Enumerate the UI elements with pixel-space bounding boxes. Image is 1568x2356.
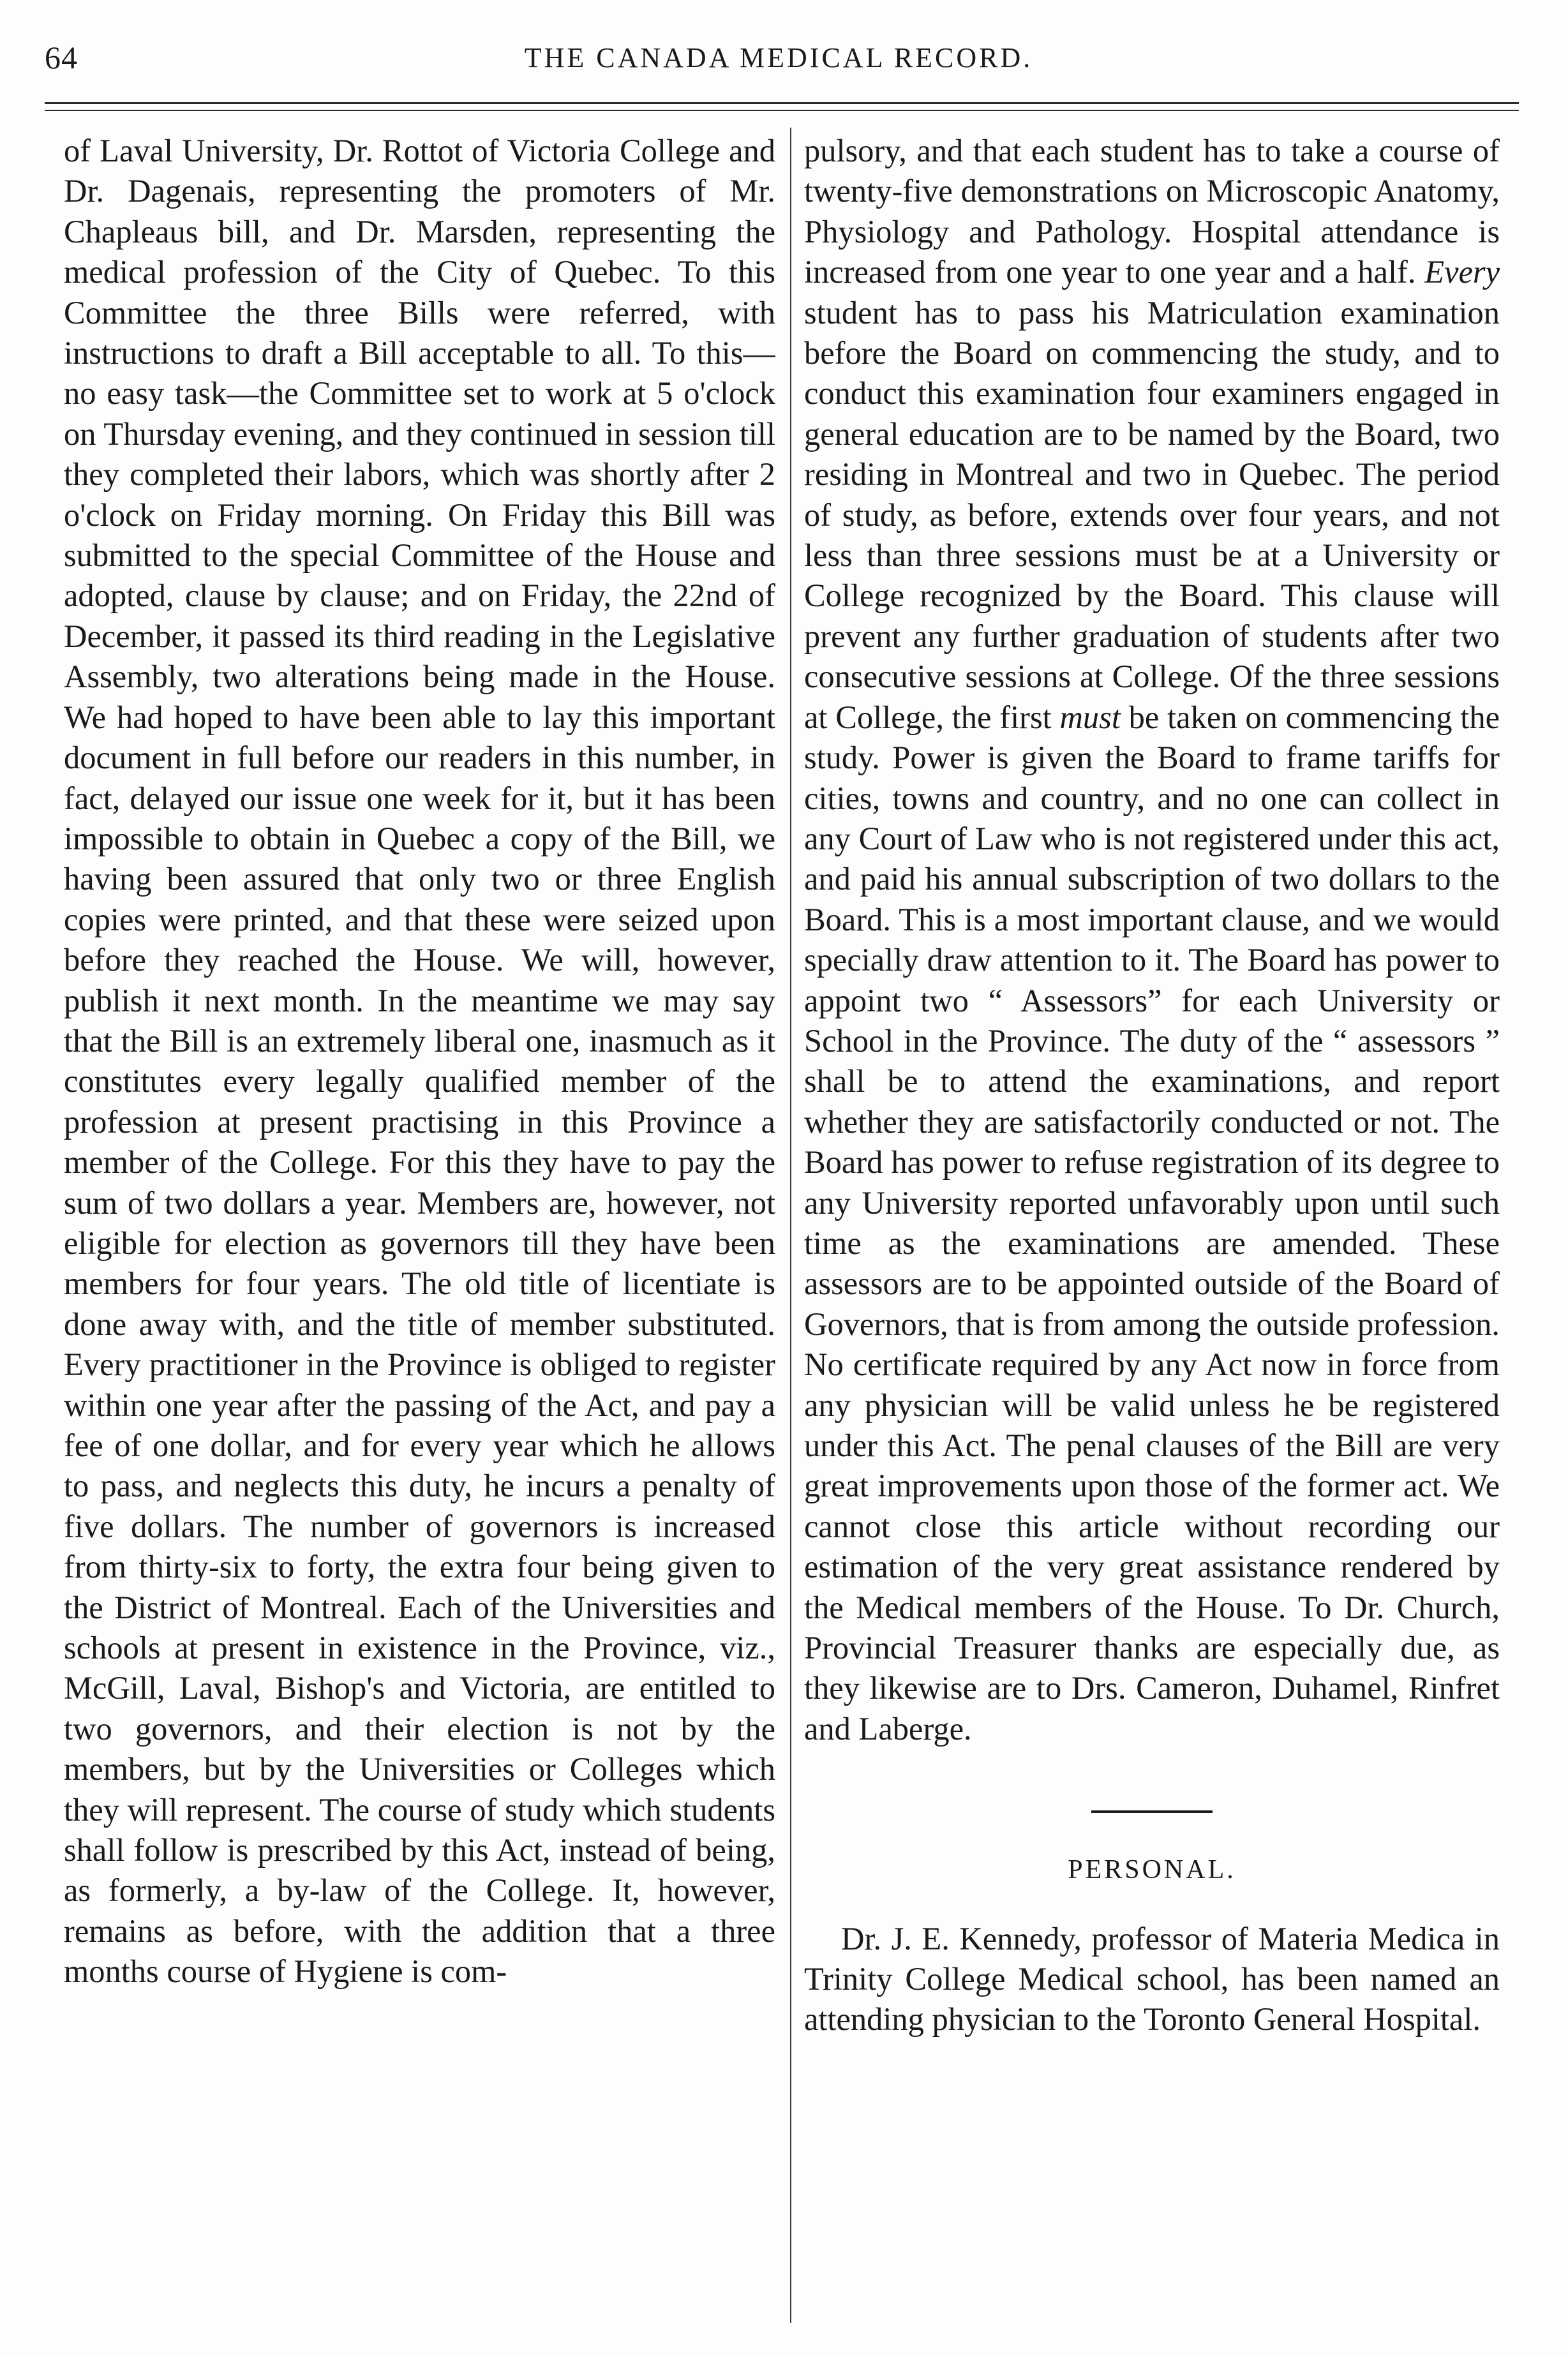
personal-note-text: Dr. J. E. Kennedy, professor of Materia Medica in Trinity College Medical school, has been named an attending physician to the Toronto General Hospital. xyxy=(804,1920,1500,2038)
emphasis-every: Every xyxy=(1424,254,1500,290)
article-conclusion-paragraph xyxy=(804,131,1500,1749)
section-divider-rule xyxy=(1091,1810,1213,1813)
column-divider xyxy=(790,128,791,2323)
article-text-part-3: be taken on commencing the study. Power is given the Board to frame tariffs for cities, towns and country, and no one can collect in any Court of Law who is not registered under this act, and paid his annual subscription of two dollars to the Board. This is a most important clause, and we would specially draw attention to it. The Board has power to appoint two “ Assessors” for each University or School in the Province. The duty of the “ assessors ” shall be to attend the examinations, and report whether they are satisfactorily conducted or not. The Board has power to refuse registration of its degree to any University reported unfavorably upon until such time as the examinations are amended. These assessors are to be appointed outside of the Board of Governors, that is from among the outside profession. No certificate required by any Act now in force from any physician will be valid unless he be registered under this Act. The penal clauses of the Bill are very great improvements upon those of the former act. We cannot close this article without recording our estimation of the very great assistance rendered by the Medical members of the House. To Dr. Church, Provincial Treasurer thanks are especially due, as they likewise are to Drs. Cameron, Duhamel, Rinfret and Laberge. xyxy=(804,699,1500,1747)
journal-title: THE CANADA MEDICAL RECORD. xyxy=(524,42,1033,73)
right-column xyxy=(804,131,1500,2332)
article-text-part-2: student has to pass his Matriculation examination before the Board on commencing the study, and to conduct this examination four examiners engaged in general education are to be named by the Board, two residing in Montreal and two in Quebec. The period of study, as before, extends over four years, and not less than three sessions must be at a University or College recognized by the Board. This clause will prevent any further graduation of students after two consecutive sessions at College. Of the three sessions at College, the first xyxy=(804,294,1500,735)
header-rule-bottom xyxy=(45,110,1519,111)
article-continuation-text: of Laval University, Dr. Rottot of Victoria College and Dr. Dagenais, representing the promoters of Mr. Chapleaus bill, and Dr. Marsden, representing the medical profession of the City of Quebec. To this Committee the three Bills were referred, with instructions to draft a Bill acceptable to all. To this—no easy task—the Committee set to work at 5 o'clock on Thursday evening, and they continued in session till they completed their labors, which was shortly after 2 o'clock on Friday morning. On Friday this Bill was submitted to the special Committee of the House and adopted, clause by clause; and on Friday, the 22nd of December, it passed its third reading in the Legislative Assembly, two alterations being made in the House. We had hoped to have been able to lay this important document in full before our readers in this number, in fact, delayed our issue one week for it, but it has been impossible to obtain in Quebec a copy of the Bill, we having been assured that only two or three English copies were printed, and that these were seized upon before they reached the House. We will, however, publish it next month. In the meantime we may say that the Bill is an extremely liberal one, inasmuch as it constitutes every legally qualified member of the profession at present practising in this Province a member of the College. For this they have to pay the sum of two dollars a year. Members are, however, not eligible for election as governors till they have been members for four years. The old title of licentiate is done away with, and the title of member substituted. Every practitioner in the Province is obliged to register within one year after the passing of the Act, and pay a fee of one dollar, and for every year which he allows to pass, and neglects this duty, he incurs a penalty of five dollars. The number of governors is increased from thirty-six to forty, the extra four being given to the District of Montreal. Each of the Universities and schools at present in existence in the Province, viz., McGill, Laval, Bishop's and Victoria, are entitled to two governors, and their election is not by the members, but by the Universities or Colleges which they will represent. The course of study which students shall follow is prescribed by this Act, instead of being, as formerly, a by-law of the College. It, however, remains as before, with the addition that a three months course of Hygiene is com- xyxy=(64,133,775,1990)
header-rule-top xyxy=(45,102,1519,104)
emphasis-must: must xyxy=(1059,699,1121,735)
article-text-part-1: pulsory, and that each student has to take a course of twenty-five demonstrations on Microscopic Anatomy, Physiology and Pathology. Hospital attendance is increased from one year to one year and a half. xyxy=(804,133,1500,290)
left-column xyxy=(64,131,775,2332)
section-heading-personal: PERSONAL. xyxy=(1068,1855,1236,1885)
page-header xyxy=(38,35,1519,86)
page-number: 64 xyxy=(45,40,78,75)
